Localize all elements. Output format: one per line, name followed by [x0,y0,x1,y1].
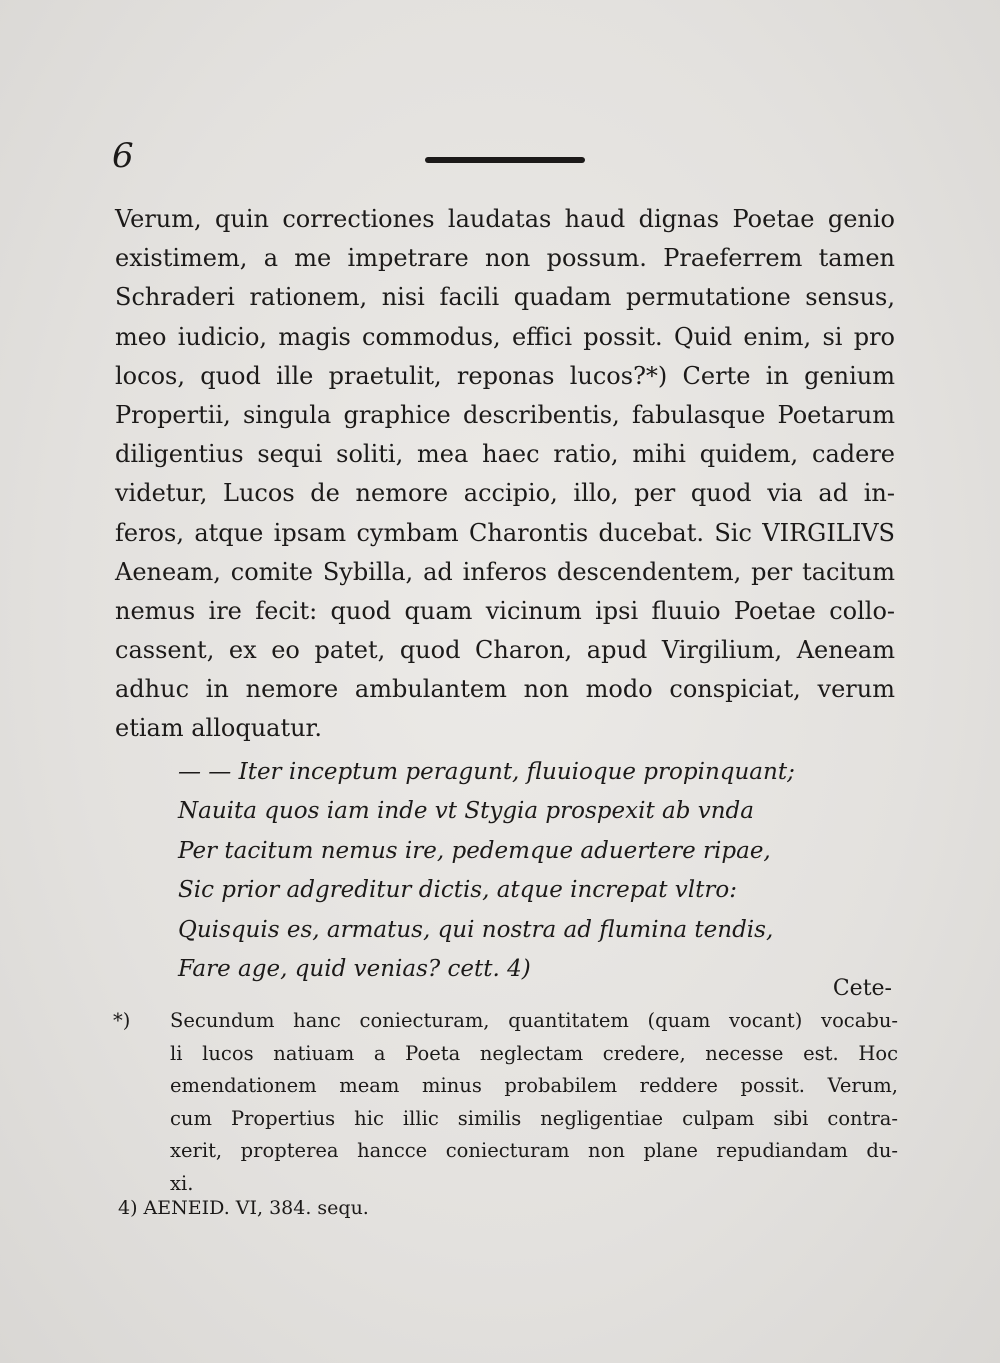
footnote-star [113,1005,898,1200]
body-line: feros, atque ipsam cymbam Charontis ducebat. Sic VIRGILIVS [115,518,895,547]
body-line: cassent, ex eo patet, quod Charon, apud Virgilium, Aeneam [115,636,895,665]
footnote-line [113,1005,898,1038]
body-line: locos, quod ille praetulit, reponas lucos?*) Certe in genium [115,361,895,390]
verse-line: Quisquis es, armatus, qui nostra ad flumina tendis, [178,916,774,943]
verse-quotation [178,753,898,989]
page-number: 6 [112,136,134,176]
body-line: Aeneam, comite Sybilla, ad inferos descendentem, per tacitum [115,557,895,586]
body-line: adhuc in nemore ambulantem non modo conspiciat, verum [115,675,895,704]
footnote-marker: *) [113,1009,131,1032]
body-text [115,200,895,749]
catchword: Cete- [832,976,892,1001]
body-line: diligentius sequi soliti, mea haec ratio, mihi quidem, cadere [115,440,895,469]
body-line: nemus ire fecit: quod quam vicinum ipsi fluuio Poetae collo- [115,596,895,625]
body-line: videtur, Lucos de nemore accipio, illo, per quod via ad in- [115,479,895,508]
body-line: Verum, quin correctiones laudatas haud dignas Poetae genio [115,205,895,233]
footnote-line: emendationem meam minus probabilem reddere possit. Verum, [170,1074,898,1097]
footnote-line: xerit, propterea hancce coniecturam non plane repudiandam du- [170,1139,898,1162]
footnote-text: Secundum hanc coniecturam, quantitatem (quam vocant) vocabu- [170,1009,898,1032]
verse-line: Fare age, quid venias? cett. 4) [178,955,531,982]
verse-line: Per tacitum nemus ire, pedemque aduertere ripae, [178,837,771,864]
footnote-4: 4) AENEID. VI, 384. sequ. [118,1197,369,1219]
footnote-line: xi. [170,1171,194,1195]
body-line: existimem, a me impetrare non possum. Praeferrem tamen [115,244,895,273]
verse-line: Nauita quos iam inde vt Stygia prospexit ab vnda [178,798,754,825]
body-line: meo iudicio, magis commodus, effici possit. Quid enim, si pro [115,322,895,351]
verse-line: Sic prior adgreditur dictis, atque increpat vltro: [178,877,737,904]
body-line: Propertii, singula graphice describentis, fabulasque Poetarum [115,400,895,429]
footnote-line: li lucos natiuam a Poeta neglectam credere, necesse est. Hoc [170,1041,898,1065]
footnote-line: cum Propertius hic illic similis negligentiae culpam sibi contra- [170,1106,898,1130]
verse-line: — — Iter inceptum peragunt, fluuioque propinquant; [178,759,795,785]
header-rule [425,157,585,163]
body-line: Schraderi rationem, nisi facili quadam permutatione sensus, [115,283,895,312]
body-line: etiam alloquatur. [115,714,323,743]
